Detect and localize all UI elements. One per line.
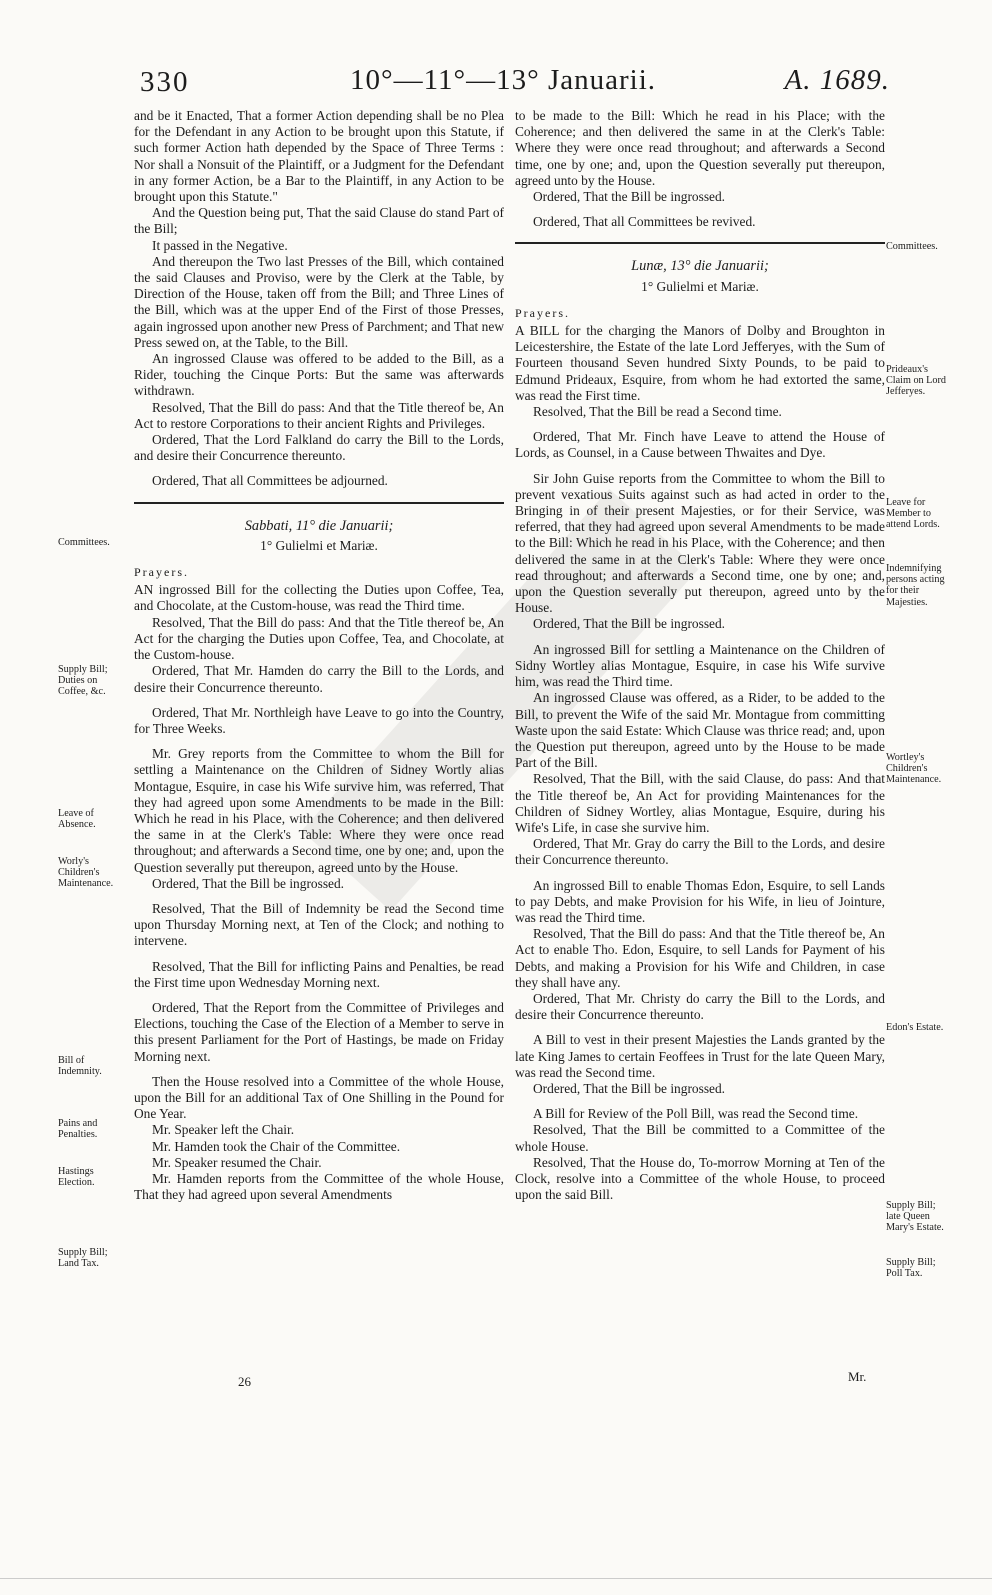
paragraph: Resolved, That the House do, To-morrow Morning at Ten of the Clock, resolve into a Committee of the whole House, to proceed upon the said Bill.	[515, 1154, 885, 1203]
header-dates: 10°—11°—13° Januarii.	[350, 64, 657, 96]
paragraph: And the Question being put, That the said Clause do stand Part of the Bill;	[134, 205, 504, 237]
page-header	[130, 60, 900, 104]
page-number: 330	[140, 66, 190, 98]
paragraph: Resolved, That the Bill, with the said Clause, do pass: And that the Title thereof be, An Act for providing Maintenances for the Children of Sidney Wortley, alias Montague, Esquire, during his Wife's Life, in case she survive him.	[515, 771, 885, 835]
paragraph: Ordered, That the Bill be ingrossed.	[533, 616, 726, 632]
paragraph: Ordered, That the Lord Falkland do carry the Bill to the Lords, and desire their Concurrence thereunto.	[134, 432, 504, 464]
paragraph: Ordered, That the Report from the Committee of Privileges and Elections, touching the Case of the Election of a Member to serve in this present Parliament for the Port of Hastings, be made on Friday Morning next.	[134, 999, 504, 1064]
margin-note: Wortley's Children's Maintenance.	[886, 752, 942, 786]
margin-note: Worly's Children's Maintenance.	[58, 856, 114, 890]
paragraph: AN ingrossed Bill for the collecting the Duties upon Coffee, Tea, and Chocolate, at the Custom-house, was read the Third time.	[134, 582, 504, 614]
margin-note: Committees.	[886, 241, 938, 252]
paragraph: Resolved, That the Bill be committed to a Committee of the whole House.	[515, 1122, 885, 1154]
paragraph: A Bill to vest in their present Majesties the Lands granted by the late King James to certain Feoffees in Trust for the late Queen Mary, was read the Second time.	[515, 1032, 885, 1080]
paragraph: A Bill for Review of the Poll Bill, was read the Second time.	[533, 1106, 859, 1122]
margin-note: Leave of Absence.	[58, 808, 96, 831]
margin-note: Supply Bill; Land Tax.	[58, 1247, 108, 1270]
margin-note: Supply Bill; late Queen Mary's Estate.	[886, 1200, 944, 1234]
paragraph: Mr. Speaker resumed the Chair.	[152, 1154, 322, 1170]
margin-note: Leave for Member to attend Lords.	[886, 497, 940, 531]
paragraph: And thereupon the Two last Presses of the Bill, which contained the said Clauses and Proviso, were by the Clerk at the Table, by Direction of the House, taken off from the Bill; and Three Lines of the Bill, which was at the upper End of the First of those Presses, again ingrossed upon another new Press of Parchment; and That new Press sewed on, at the Table, to the Bill.	[134, 253, 504, 350]
paragraph: Mr. Grey reports from the Committee to whom the Bill for settling a Maintenance on the Children of Sidney Wortly alias Montague, Esquire, in case his Wife survive him, was referred, That they had agreed upon some Amendments to be made in the Bill: Which he read in his Place, with the Coherence; and then delivered the same in at the Clerk's Table: Where they were once read throughout; and afterwards a Second time, one by one; and, upon the Question severally put thereupon, agreed unto by the House.	[134, 746, 504, 875]
paragraph: Resolved, That the Bill do pass: And that the Title thereof be, An Act to enable Tho. Edon, Esquire, to sell Lands for Payment of his Debts, and making a Provision for his Wife and Children, in case they shall have any.	[515, 926, 885, 990]
paragraph: Mr. Hamden reports from the Committee of the whole House, That they had agreed upon several Amendments	[134, 1170, 504, 1203]
paragraph: and be it Enacted, That a former Action depending shall be no Plea for the Defendant in any Action to be brought upon this Statute, if such former Action hath depended by the Space of Three Terms : Nor shall a Nonsuit of the Plaintiff, or a Judgment for the Defendant in any former Action, be a Bar to the Plaintiff, in any Action to be brought upon this Statute."	[134, 108, 504, 205]
paragraph: Ordered, That Mr. Christy do carry the Bill to the Lords, and desire their Concurrence thereunto.	[515, 990, 885, 1023]
paragraph: An ingrossed Bill to enable Thomas Edon, Esquire, to sell Lands to pay Debts, and make Provision for his Wife, in lieu of Jointure, was read the Third time.	[515, 877, 885, 925]
paragraph: Ordered, That all Committees be revived.	[533, 214, 756, 230]
right-column	[515, 108, 885, 1203]
paragraph: An ingrossed Bill for settling a Maintenance on the Children of Sidny Wortley alias Montague, Esquire, in case his Wife survive him, was read the Third time.	[515, 641, 885, 690]
catchword: Mr.	[848, 1369, 867, 1384]
paragraph: Resolved, That the Bill for inflicting Pains and Penalties, be read the First time upon Wednesday Morning next.	[134, 958, 504, 990]
paragraph: Ordered, That the Bill be ingrossed.	[152, 875, 345, 891]
signature-mark: 26	[238, 1374, 251, 1389]
paragraph: Ordered, That Mr. Hamden do carry the Bill to the Lords, and desire their Concurrence thereunto.	[134, 663, 504, 695]
margin-note: Committees.	[58, 537, 110, 548]
prayers-heading: Prayers.	[134, 565, 189, 580]
margin-note: Prideaux's Claim on Lord Jefferyes.	[886, 364, 946, 398]
section-title: Lunæ, 13° die Januarii;	[631, 258, 769, 275]
paragraph: Resolved, That the Bill do pass: And that the Title thereof be, An Act to restore Corporations to their ancient Rights and Privileges.	[134, 399, 504, 431]
paragraph: Ordered, That Mr. Finch have Leave to attend the House of Lords, as Counsel, in a Cause between Thwaites and Dye.	[515, 429, 885, 461]
paragraph: Ordered, That Mr. Northleigh have Leave to go into the Country, for Three Weeks.	[134, 704, 504, 736]
section-divider	[134, 502, 504, 504]
section-divider	[515, 242, 885, 244]
section-subtitle: 1° Gulielmi et Mariæ.	[260, 537, 378, 553]
paragraph: Resolved, That the Bill do pass: And that the Title thereof be, An Act for the charging the Duties upon Coffee, Tea, and Chocolate, at the Custom-house.	[134, 614, 504, 663]
paragraph: to be made to the Bill: Which he read in his Place; with the Coherence; and then delivered the same in at the Clerk's Table: Where they were once read throughout; and afterwards a Second time, one by one; and, upon the Question severally put thereupon, agreed unto by the House.	[515, 108, 885, 188]
paragraph: Then the House resolved into a Committee of the whole House, upon the Bill for an additional Tax of One Shilling in the Pound for One Year.	[134, 1073, 504, 1122]
paragraph: Mr. Hamden took the Chair of the Committee.	[152, 1138, 401, 1154]
paragraph: Ordered, That all Committees be adjourned.	[152, 473, 388, 489]
header-year: A. 1689.	[784, 64, 890, 96]
section-subtitle: 1° Gulielmi et Mariæ.	[641, 278, 759, 294]
section-title: Sabbati, 11° die Januarii;	[244, 517, 394, 534]
margin-note: Edon's Estate.	[886, 1022, 944, 1033]
paragraph: An ingrossed Clause was offered, as a Rider, to be added to the Bill, to prevent the Wife of the said Mr. Montague from committing Waste upon the said Estate: Which Clause was thrice read; and, upon the Question put thereupon, agreed unto by the House to be made Part of the Bill.	[515, 690, 885, 771]
left-column	[134, 108, 504, 1203]
margin-note: Hastings Election.	[58, 1166, 95, 1189]
paragraph: Mr. Speaker left the Chair.	[152, 1122, 295, 1138]
paragraph: Ordered, That the Bill be ingrossed.	[533, 189, 726, 205]
margin-note: Indemnifying persons acting for their Majesties.	[886, 563, 945, 608]
margin-note: Supply Bill; Duties on Coffee, &c.	[58, 664, 108, 698]
paragraph: A BILL for the charging the Manors of Dolby and Broughton in Leicestershire, the Estate of the late Lord Jefferyes, with the Sum of Fourteen thousand Seven hundred Sixty Pounds, to be paid to Edmund Prideaux, Esquire, from whom he had extorted the same, was read the First time.	[515, 323, 885, 403]
paragraph: It passed in the Negative.	[152, 237, 288, 253]
prayers-heading: Prayers.	[515, 305, 570, 320]
paragraph: Sir John Guise reports from the Committee to whom the Bill to prevent vexatious Suits against such as had acted in order to the Bringing in of their present Majesties, or for their Service, was referred, that they had agreed upon several Amendments to be made to the Bill: Which he read in his Place, with the Coherence; and then delivered the same in at the Clerk's Table: Where they were once read throughout; and afterwards a Second time, one by one; and, upon the Question severally put thereupon, agreed unto by the House.	[515, 470, 885, 616]
paragraph: An ingrossed Clause was offered to be added to the Bill, as a Rider, touching the Cinque Ports: But the same was afterwards withdrawn.	[134, 351, 504, 399]
paragraph: Resolved, That the Bill of Indemnity be read the Second time upon Thursday Morning next, at Ten of the Clock; and nothing to intervene.	[134, 900, 504, 949]
paragraph: Resolved, That the Bill be read a Second time.	[533, 404, 782, 420]
page-edge	[0, 1578, 992, 1579]
margin-note: Pains and Penalties.	[58, 1118, 98, 1141]
margin-note: Supply Bill; Poll Tax.	[886, 1257, 936, 1280]
paragraph: Ordered, That Mr. Gray do carry the Bill to the Lords, and desire their Concurrence thereunto.	[515, 836, 885, 868]
paragraph: Ordered, That the Bill be ingrossed.	[533, 1080, 726, 1096]
margin-note: Bill of Indemnity.	[58, 1055, 102, 1078]
